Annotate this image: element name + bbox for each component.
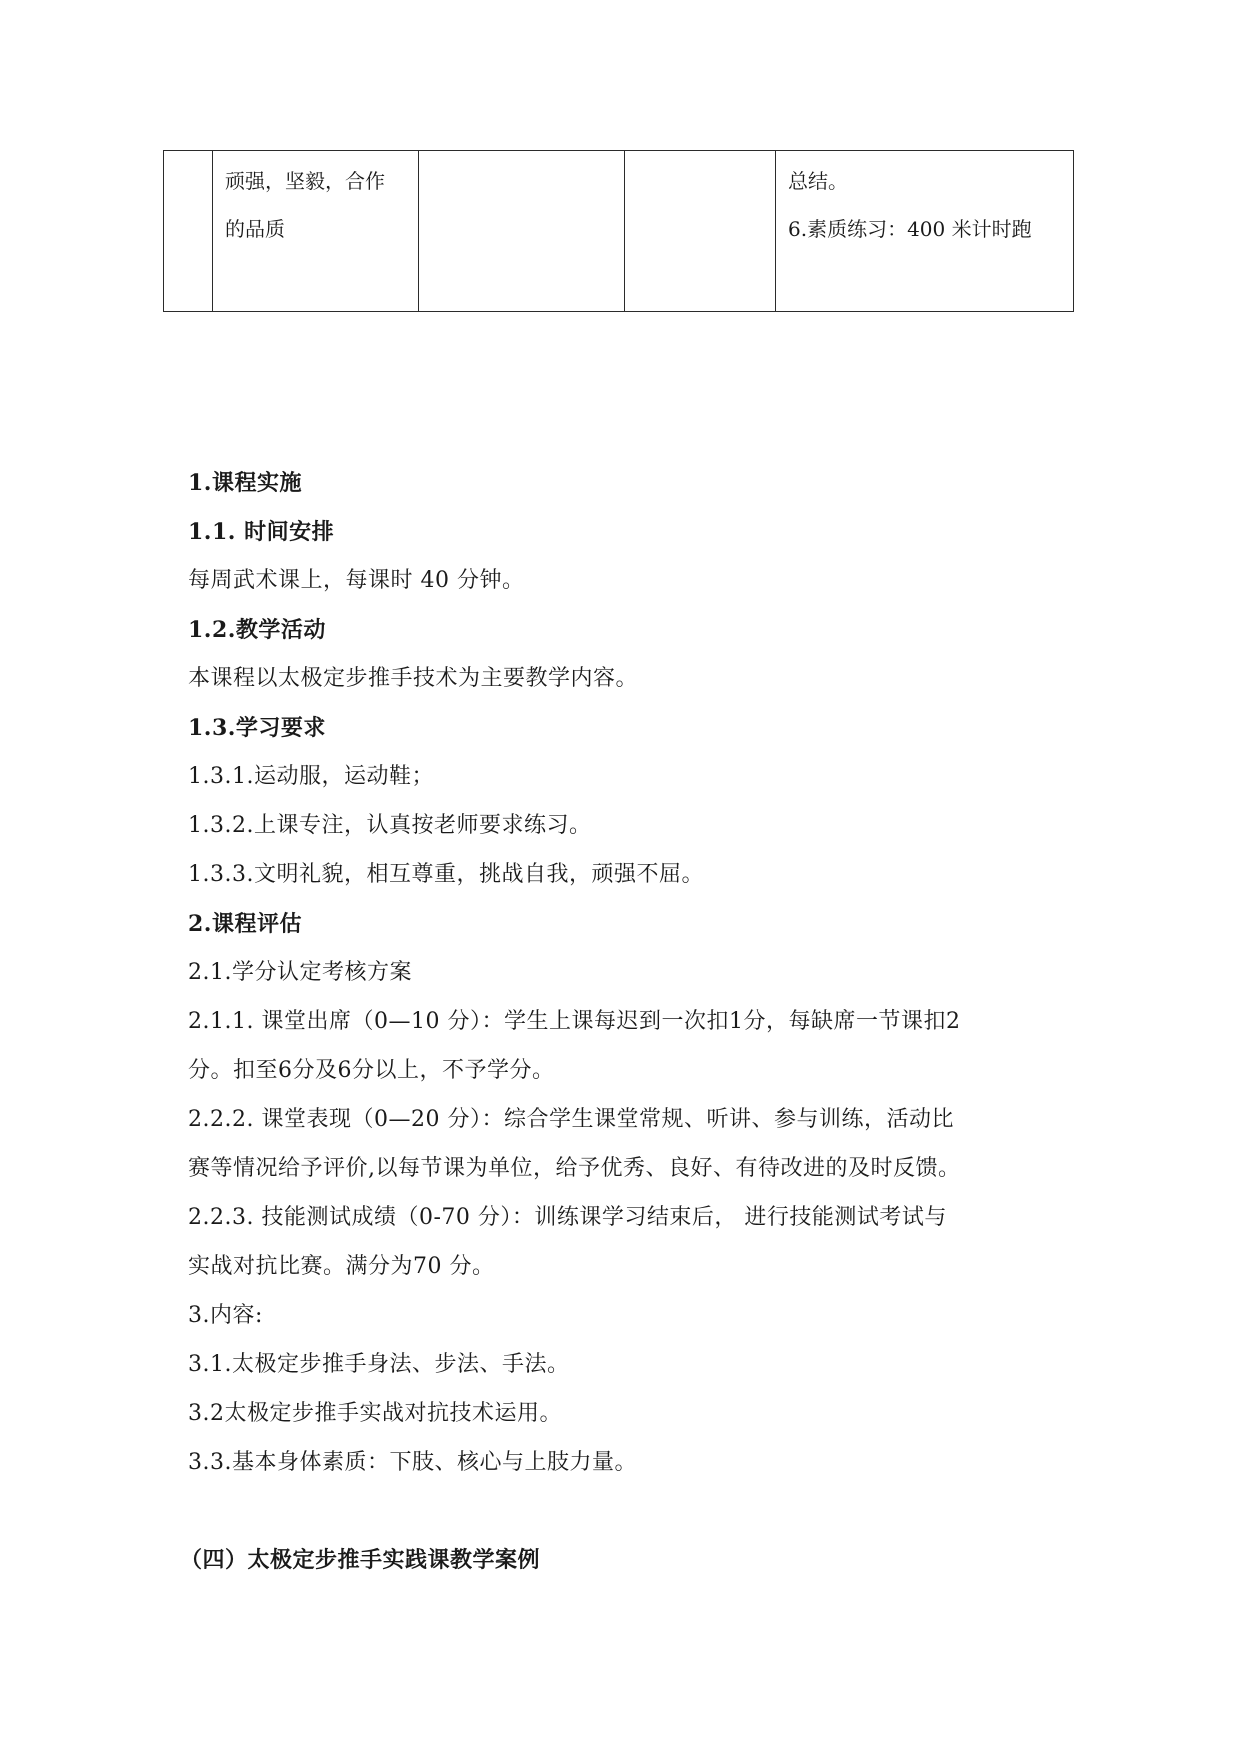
subsection-heading: 1.3.学习要求 bbox=[188, 715, 326, 741]
paragraph: 本课程以太极定步推手技术为主要教学内容。 bbox=[188, 666, 639, 691]
paragraph: 2.2.2. 课堂表现（0—20 分）：综合学生课堂常规、听讲、参与训练，活动比 bbox=[188, 1107, 954, 1132]
paragraph: 分。扣至6分及6分以上，不予学分。 bbox=[188, 1058, 555, 1083]
table-cell-activities bbox=[776, 151, 1074, 312]
cell-text-line: 顽强，坚毅，合作 bbox=[225, 169, 385, 193]
section-heading: 2.课程评估 bbox=[188, 911, 302, 937]
subsection-heading: 1.2.教学活动 bbox=[188, 617, 326, 643]
lesson-plan-table-fragment bbox=[163, 150, 1074, 312]
paragraph: 每周武术课上，每课时 40 分钟。 bbox=[188, 568, 525, 593]
chapter-heading: （四）太极定步推手实践课教学案例 bbox=[180, 1547, 541, 1573]
table-cell-goals bbox=[213, 151, 419, 312]
table-cell-empty bbox=[625, 151, 776, 312]
cell-text-line: 的品质 bbox=[225, 217, 285, 241]
paragraph: 2.1.1. 课堂出席（0—10 分）：学生上课每迟到一次扣1分，每缺席一节课扣2 bbox=[188, 1009, 961, 1034]
list-item: 1.3.1.运动服，运动鞋； bbox=[188, 764, 434, 789]
cell-text-line: 6.素质练习：400 米计时跑 bbox=[788, 217, 1032, 241]
list-item: 1.3.3.文明礼貌，相互尊重，挑战自我，顽强不屈。 bbox=[188, 862, 704, 887]
list-item: 3.1.太极定步推手身法、步法、手法。 bbox=[188, 1352, 570, 1377]
section-heading: 1.课程实施 bbox=[188, 470, 302, 496]
paragraph: 2.2.3. 技能测试成绩（0-70 分）：训练课学习结束后， 进行技能测试考试与 bbox=[188, 1205, 947, 1230]
table-cell-empty bbox=[419, 151, 625, 312]
section-heading: 3.内容: bbox=[188, 1303, 263, 1328]
paragraph: 赛等情况给予评价,以每节课为单位，给予优秀、良好、有待改进的及时反馈。 bbox=[188, 1156, 961, 1181]
cell-text-line: 总结。 bbox=[788, 169, 848, 193]
list-item: 1.3.2.上课专注，认真按老师要求练习。 bbox=[188, 813, 592, 838]
table-cell-index bbox=[164, 151, 213, 312]
subsection-heading: 1.1. 时间安排 bbox=[188, 519, 335, 545]
list-item: 3.3.基本身体素质：下肢、核心与上肢力量。 bbox=[188, 1450, 637, 1475]
table-row bbox=[164, 151, 1074, 312]
paragraph: 实战对抗比赛。满分为70 分。 bbox=[188, 1254, 495, 1279]
list-item: 3.2太极定步推手实战对抗技术运用。 bbox=[188, 1401, 562, 1426]
subsection-heading: 2.1.学分认定考核方案 bbox=[188, 960, 412, 985]
